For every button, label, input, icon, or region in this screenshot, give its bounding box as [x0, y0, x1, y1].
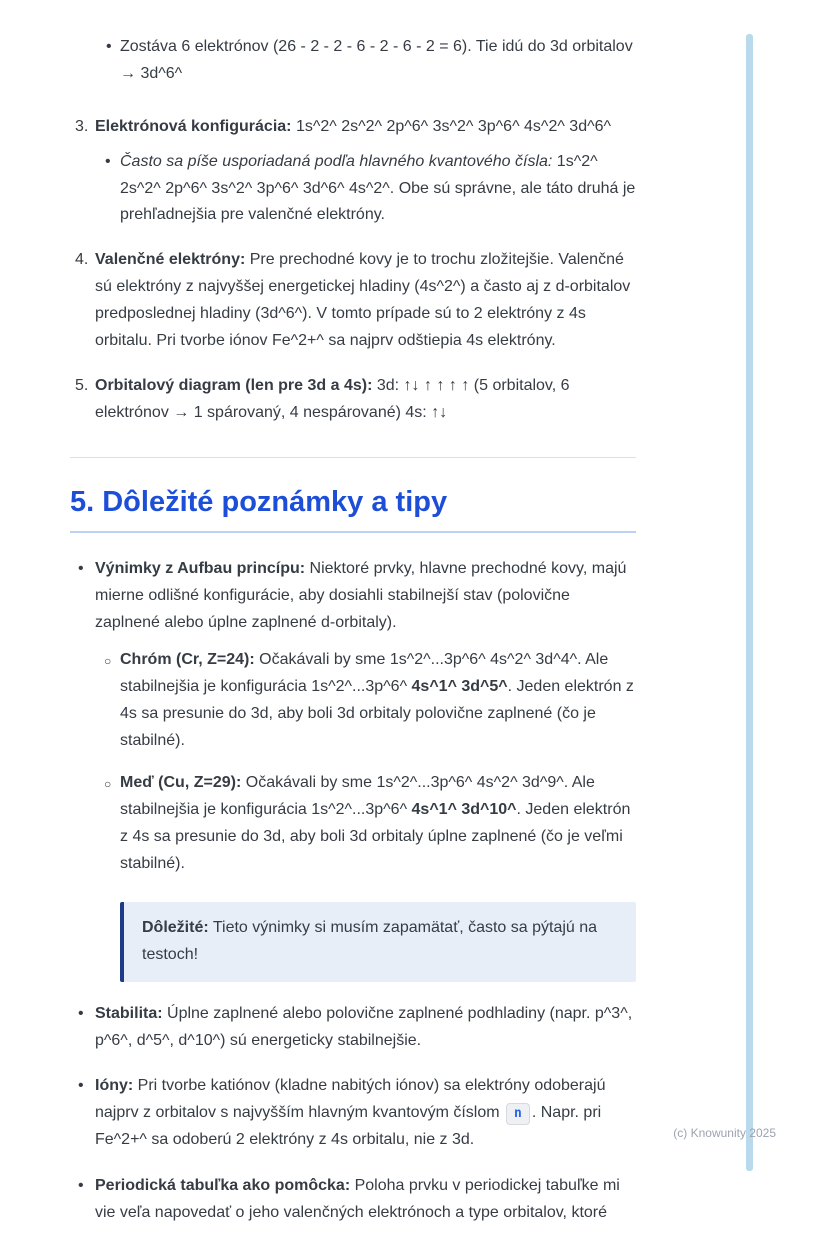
page-edge-bar: [746, 34, 753, 1171]
step-text: 3d: ↑↓ ↑ ↑ ↑ ↑ (5 orbitalov, 6 elektrónov → 1 spárovaný, 4 nespárované) 4s: ↑↓: [95, 376, 570, 421]
callout-text: Tieto výnimky si musím zapamätať, často sa pýtajú na testoch!: [142, 918, 598, 963]
case-label: Meď (Cu, Z=29):: [120, 774, 242, 792]
step-number: 3.: [75, 117, 89, 135]
step-body: [95, 247, 636, 355]
case-strong-config: 4s^1^ 3d^10^: [411, 801, 517, 819]
note-text-after: . Napr. pri Fe^2+^ sa odoberú 2 elektróny z 4s orbitalu, nie z 3d.: [95, 1104, 602, 1149]
step-label: Orbitalový diagram (len pre 3d a 4s):: [95, 376, 373, 394]
important-callout: [120, 902, 636, 982]
case-copper: [95, 770, 636, 878]
step-text: Pre prechodné kovy je to trochu zložitejšie. Valenčné sú elektróny z najvyššej energetickej hladiny (4s^2^) a často aj z d-orbitalov predposlednej hladiny (3d^6^). V tomto prípade sú to 2 elektróny z 4s orbitalu. Pri tvorbe iónov Fe^2+^ sa najprv odštiepia 4s elektróny.: [95, 251, 631, 349]
step-text: 1s^2^ 2s^2^ 2p^6^ 3s^2^ 3p^6^ 4s^2^ 3d^6^: [291, 117, 611, 135]
note-label: Ióny:: [95, 1077, 134, 1095]
step-number: 5.: [75, 376, 89, 394]
note-text: Niektoré prvky, hlavne prechodné kovy, majú mierne odlišné konfigurácie, aby dosiahli stabilnejší stav (polovične zaplnené alebo úplne zaplnené d-orbitaly).: [95, 560, 627, 632]
worked-example-steps: [70, 114, 636, 427]
note-label: Periodická tabuľka ako pomôcka:: [95, 1177, 351, 1195]
step-paragraph: [95, 247, 636, 355]
remainder-bullet-list: [70, 34, 636, 88]
note-label: Výnimky z Aufbau princípu:: [95, 560, 306, 578]
step-electron-configuration: [75, 114, 636, 230]
callout-paragraph: [142, 915, 618, 969]
step-note: [95, 149, 636, 230]
case-paragraph: [120, 770, 636, 878]
case-label: Chróm (Cr, Z=24):: [120, 650, 255, 668]
step-body: [95, 114, 636, 230]
note-text: Poloha prvku v periodickej tabuľke mi vie veľa napovedať o jeho valenčných elektrónoch a type orbitalov, ktoré: [95, 1177, 620, 1221]
exception-cases-list: [95, 647, 636, 878]
case-text-after: . Jeden elektrón z 4s sa presunie do 3d, aby boli 3d orbitaly úplne zaplnené (čo je veľmi stabilné).: [120, 801, 631, 873]
section-heading: 5. Dôležité poznámky a tipy: [70, 485, 636, 534]
section-divider: [70, 457, 636, 458]
note-ions: [70, 1073, 636, 1154]
note-stability: [70, 1001, 636, 1055]
step-label: Elektrónová konfigurácia:: [95, 117, 292, 135]
step-label: Valenčné elektróny:: [95, 251, 246, 269]
document-content: [70, 34, 636, 1246]
remainder-bullet-text: Zostáva 6 elektrónov (26 - 2 - 2 - 6 - 2 - 6 - 2 = 6). Tie idú do 3d orbitalov → 3d^6^: [120, 38, 633, 82]
callout-label: Dôležité:: [142, 918, 209, 936]
note-text-before: Pri tvorbe katiónov (kladne nabitých iónov) sa elektróny odoberajú najprv z orbitalov s najvyšším hlavným kvantovým číslom: [95, 1077, 606, 1122]
note-paragraph: [95, 1001, 636, 1055]
remainder-bullet-item: [70, 34, 636, 88]
inline-code-n: n: [506, 1103, 530, 1125]
case-paragraph: [120, 647, 636, 755]
step-note-italic: Často sa píše usporiadaná podľa hlavného kvantového čísla:: [120, 152, 553, 170]
note-paragraph: [95, 1173, 636, 1227]
notes-list: [70, 556, 636, 1227]
note-label: Stabilita:: [95, 1004, 163, 1022]
note-paragraph: [95, 1073, 636, 1154]
note-text: Úplne zaplnené alebo polovične zaplnené podhladiny (napr. p^3^, p^6^, d^5^, d^10^) sú energeticky stabilnejšie.: [95, 1004, 633, 1049]
note-paragraph: [95, 556, 636, 637]
step-note-text: 1s^2^ 2s^2^ 2p^6^ 3s^2^ 3p^6^ 3d^6^ 4s^2^. Obe sú správne, ale táto druhá je prehľadnejšia pre valenčné elektróny.: [120, 152, 636, 224]
case-text-after: . Jeden elektrón z 4s sa presunie do 3d, aby boli 3d orbitaly polovične zaplnené (čo je stabilné).: [120, 677, 634, 749]
step-paragraph: [95, 114, 636, 141]
step-paragraph: [95, 373, 636, 427]
step-number: 4.: [75, 251, 89, 269]
case-chromium: [95, 647, 636, 755]
step-body: [95, 373, 636, 427]
case-strong-config: 4s^1^ 3d^5^: [411, 677, 508, 695]
note-aufbau-exceptions: [70, 556, 636, 981]
note-periodic-table: [70, 1173, 636, 1227]
step-valence-electrons: [75, 247, 636, 355]
footer-credit: (c) Knowunity 2025: [673, 1126, 776, 1140]
case-text-before: Očakávali by sme 1s^2^...3p^6^ 4s^2^ 3d^4^. Ale stabilnejšia je konfigurácia 1s^2^...3p^6^: [120, 650, 609, 695]
case-text-before: Očakávali by sme 1s^2^...3p^6^ 4s^2^ 3d^9^. Ale stabilnejšia je konfigurácia 1s^2^...3p^6^: [120, 774, 595, 819]
step-orbital-diagram: [75, 373, 636, 427]
